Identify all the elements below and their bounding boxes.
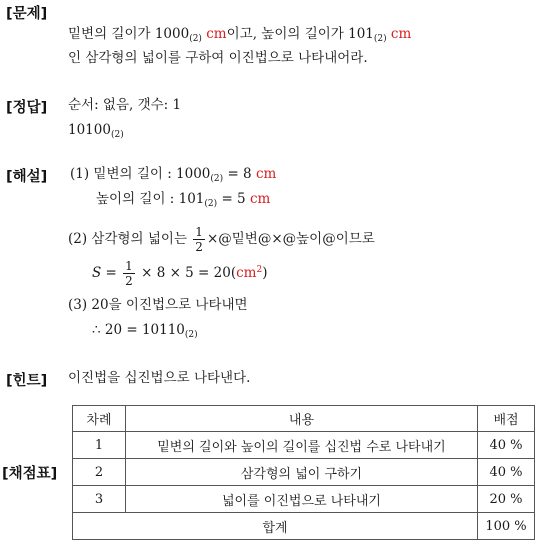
problem-text-b: 이고, 높이의 길이가 101 [226,26,374,42]
solution-step-3-result [92,321,198,344]
step-text: (2) 삼각형의 넓이는 [68,231,187,247]
variable-s: S [92,265,102,281]
squared: 2 [256,265,263,275]
table-header-row [73,406,535,432]
hint-text: 이진법을 십진법으로 나타낸다. [68,370,251,386]
solution-tag: [해설] [6,169,48,185]
step-text: 높이의 길이 : 101 [96,191,205,207]
base-subscript: (2) [204,199,218,209]
step-text: ×@밑변@×@높이@이므로 [206,231,375,247]
row-order: 2 [73,459,126,486]
table-row [73,459,535,486]
row-content: 밑변의 길이와 높이의 길이를 십진법 수로 나타내기 [125,432,477,459]
solution-step-1b [96,190,270,213]
base-subscript: (2) [373,34,387,44]
solution-step-1 [70,165,276,188]
step-text: (1) 밑변의 길이 : 1000 [70,166,211,182]
problem-line-2: 인 삼각형의 넓이를 구하여 이진법으로 나타내어라. [68,50,368,66]
rubric-table [72,405,535,540]
table-total-row [73,513,535,540]
close-paren: ) [262,265,268,281]
row-content: 삼각형의 넓이 구하기 [125,459,477,486]
problem-tag: [문제] [6,6,48,22]
solution-step-3: (3) 20을 이진법으로 나타내면 [68,297,248,313]
table-row [73,432,535,459]
row-content: 넓이를 이진법으로 나타내기 [125,486,477,513]
base-subscript: (2) [210,174,224,184]
row-score: 40 % [478,459,535,486]
row-order: 1 [73,432,126,459]
base-subscript: (2) [110,130,124,140]
hint-tag: [힌트] [6,373,48,389]
header-order: 차례 [73,406,126,432]
problem-line-1 [68,25,411,48]
base-subscript: (2) [189,34,202,44]
step-text: = 5 [217,191,246,207]
rubric-tag: [채점표] [2,466,58,482]
base-subscript: (2) [184,330,198,340]
fraction-half: $\frac{1}{2}$ [125,259,133,288]
fraction-half: $\frac{1}{2}$ [195,225,203,254]
row-score: 20 % [478,486,535,513]
answer-number: 10100 [68,122,111,138]
solution-step-2-formula [92,260,268,287]
step-text: ∴ 20 = 10110 [92,322,185,338]
total-value: 100 % [478,513,535,540]
step-text: = 8 [223,166,252,182]
total-label: 합계 [73,513,478,540]
header-content: 내용 [125,406,477,432]
equals: = [101,265,122,281]
problem-text-a: 밑변의 길이가 1000 [68,26,190,42]
header-score: 배점 [478,406,535,432]
unit-cm: cm [390,26,412,42]
table-row [73,486,535,513]
unit-cm: cm [255,166,277,182]
answer-tag: [정답] [6,100,48,116]
step-text: × 8 × 5 = 20( [141,265,237,281]
unit-cm: cm [206,26,227,42]
unit-cm: cm [236,265,257,281]
row-order: 3 [73,486,126,513]
solution-step-2 [68,226,375,253]
unit-cm: cm [249,191,271,207]
answer-value [68,121,124,144]
answer-order-count: 순서: 없음, 갯수: 1 [68,97,182,113]
row-score: 40 % [478,432,535,459]
